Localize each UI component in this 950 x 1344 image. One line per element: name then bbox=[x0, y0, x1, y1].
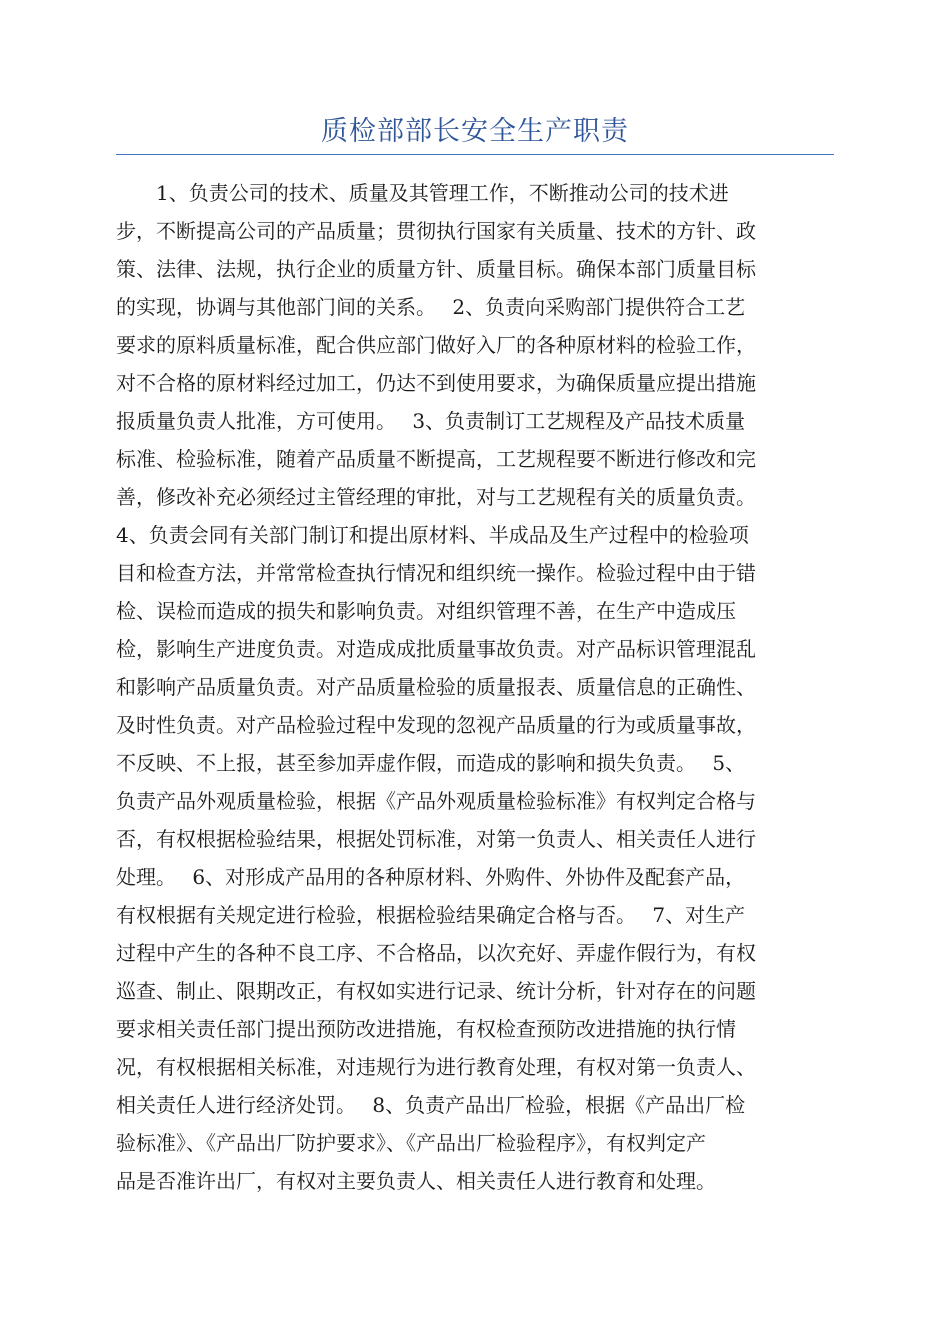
body-line: 要求的原料质量标准，配合供应部门做好入厂的各种原材料的检验工作， bbox=[116, 333, 756, 357]
body-line: 的实现，协调与其他部门间的关系。 2、负责向采购部门提供符合工艺 bbox=[116, 295, 746, 319]
body-line: 检，影响生产进度负责。对造成成批质量事故负责。对产品标识管理混乱 bbox=[116, 637, 756, 661]
body-line: 不反映、不上报，甚至参加弄虚作假，而造成的影响和损失负责。 5、 bbox=[116, 751, 746, 775]
body-line: 况，有权根据相关标准，对违规行为进行教育处理，有权对第一负责人、 bbox=[116, 1055, 756, 1079]
body-line: 及时性负责。对产品检验过程中发现的忽视产品质量的行为或质量事故， bbox=[116, 713, 756, 737]
body-line: 有权根据有关规定进行检验，根据检验结果确定合格与否。 7、对生产 bbox=[116, 903, 746, 927]
body-line: 策、法律、法规，执行企业的质量方针、质量目标。确保本部门质量目标 bbox=[116, 257, 756, 281]
body-line: 巡查、制止、限期改正，有权如实进行记录、统计分析，针对存在的问题 bbox=[116, 979, 756, 1003]
body-line: 标准、检验标准，随着产品质量不断提高，工艺规程要不断进行修改和完 bbox=[116, 447, 756, 471]
body-line: 要求相关责任部门提出预防改进措施，有权检查预防改进措施的执行情 bbox=[116, 1017, 736, 1041]
document-body bbox=[116, 174, 836, 1200]
title-underline bbox=[116, 154, 834, 155]
body-line: 检、误检而造成的损失和影响负责。对组织管理不善，在生产中造成压 bbox=[116, 599, 736, 623]
body-line: 4、负责会同有关部门制订和提出原材料、半成品及生产过程中的检验项 bbox=[116, 523, 749, 547]
document-title: 质检部部长安全生产职责 bbox=[321, 116, 629, 147]
body-line: 验标准》、《产品出厂防护要求》、《产品出厂检验程序》，有权判定产 bbox=[116, 1131, 706, 1155]
body-line: 步，不断提高公司的产品质量；贯彻执行国家有关质量、技术的方针、政 bbox=[116, 219, 756, 243]
body-line: 报质量负责人批准，方可使用。 3、负责制订工艺规程及产品技术质量 bbox=[116, 409, 746, 433]
body-line: 否，有权根据检验结果，根据处罚标准，对第一负责人、相关责任人进行 bbox=[116, 827, 756, 851]
body-line: 1、负责公司的技术、质量及其管理工作，不断推动公司的技术进 bbox=[116, 181, 729, 205]
body-line: 对不合格的原材料经过加工，仍达不到使用要求，为确保质量应提出措施 bbox=[116, 371, 756, 395]
body-line: 相关责任人进行经济处罚。 8、负责产品出厂检验，根据《产品出厂检 bbox=[116, 1093, 746, 1117]
body-line: 品是否准许出厂，有权对主要负责人、相关责任人进行教育和处理。 bbox=[116, 1169, 716, 1193]
body-line: 善，修改补充必须经过主管经理的审批，对与工艺规程有关的质量负责。 bbox=[116, 485, 756, 509]
body-line: 过程中产生的各种不良工序、不合格品，以次充好、弄虚作假行为，有权 bbox=[116, 941, 756, 965]
body-line: 处理。 6、对形成产品用的各种原材料、外购件、外协件及配套产品， bbox=[116, 865, 746, 889]
body-line: 负责产品外观质量检验，根据《产品外观质量检验标准》有权判定合格与 bbox=[116, 789, 756, 813]
body-line: 和影响产品质量负责。对产品质量检验的质量报表、质量信息的正确性、 bbox=[116, 675, 756, 699]
body-line: 目和检查方法，并常常检查执行情况和组织统一操作。检验过程中由于错 bbox=[116, 561, 756, 585]
